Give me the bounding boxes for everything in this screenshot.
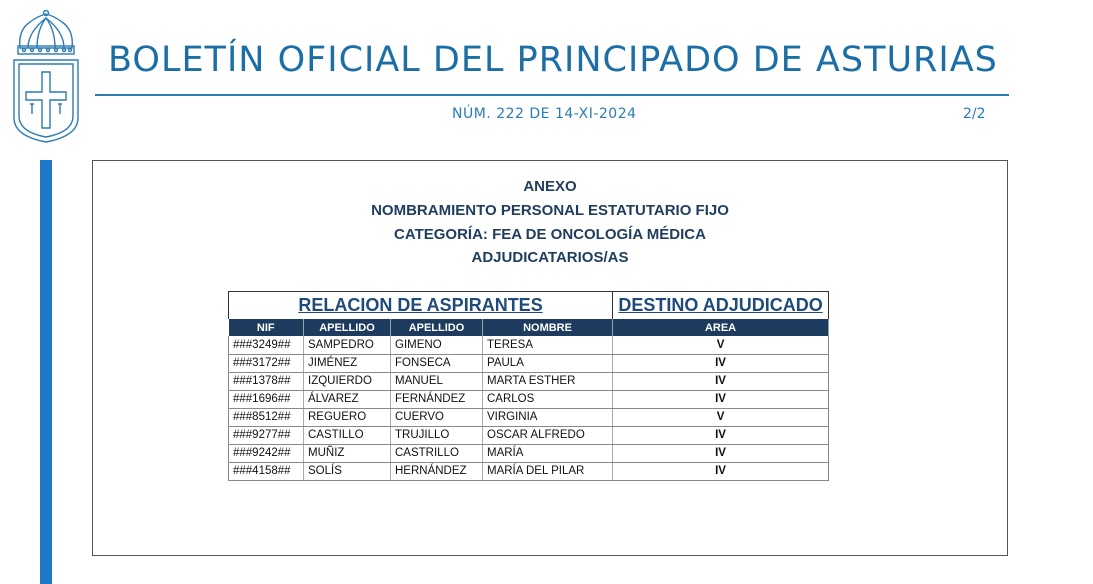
cell-area: IV: [613, 372, 829, 390]
cell-surname1: MUÑIZ: [304, 444, 391, 462]
cell-surname1: CASTILLO: [304, 426, 391, 444]
cell-nif: ###8512##: [229, 408, 304, 426]
cell-nif: ###1378##: [229, 372, 304, 390]
group-header-applicants: RELACION DE ASPIRANTES: [229, 292, 613, 320]
column-header-name: NOMBRE: [483, 319, 613, 336]
cell-surname2: FERNÁNDEZ: [391, 390, 483, 408]
cell-name: MARTA ESTHER: [483, 372, 613, 390]
table-row: [229, 408, 829, 426]
cell-area: IV: [613, 462, 829, 480]
asturias-crest-icon: [10, 8, 82, 144]
group-header-destination: DESTINO ADJUDICADO: [613, 292, 829, 320]
table-row: [229, 462, 829, 480]
cell-nif: ###9242##: [229, 444, 304, 462]
table-row: [229, 426, 829, 444]
cell-surname1: ÁLVAREZ: [304, 390, 391, 408]
cell-surname2: GIMENO: [391, 336, 483, 354]
awardees-table: [228, 291, 829, 481]
cell-nif: ###1696##: [229, 390, 304, 408]
annex-category: CATEGORÍA: FEA DE ONCOLOGÍA MÉDICA: [394, 226, 706, 243]
cell-surname2: CASTRILLO: [391, 444, 483, 462]
cell-name: MARÍA: [483, 444, 613, 462]
annex-awardees-label: ADJUDICATARIOS/AS: [471, 249, 629, 266]
cell-surname2: FONSECA: [391, 354, 483, 372]
cell-area: IV: [613, 390, 829, 408]
cell-surname2: CUERVO: [391, 408, 483, 426]
table-row: [229, 336, 829, 354]
header-divider: [95, 94, 1009, 96]
cell-name: OSCAR ALFREDO: [483, 426, 613, 444]
cell-surname2: TRUJILLO: [391, 426, 483, 444]
cell-surname1: SAMPEDRO: [304, 336, 391, 354]
cell-name: PAULA: [483, 354, 613, 372]
side-accent-bar: [40, 160, 52, 584]
annex-heading: ANEXO: [523, 178, 577, 195]
cell-area: V: [613, 408, 829, 426]
table-row: [229, 372, 829, 390]
cell-surname1: JIMÉNEZ: [304, 354, 391, 372]
cell-area: V: [613, 336, 829, 354]
page-number: 2/2: [963, 106, 986, 122]
cell-nif: ###4158##: [229, 462, 304, 480]
issue-number: NÚM. 222 DE 14-XI-2024: [452, 106, 637, 122]
column-header-surname2: APELLIDO: [391, 319, 483, 336]
cell-area: IV: [613, 426, 829, 444]
cell-nif: ###3249##: [229, 336, 304, 354]
cell-area: IV: [613, 444, 829, 462]
cell-surname1: REGUERO: [304, 408, 391, 426]
table-row: [229, 390, 829, 408]
cell-area: IV: [613, 354, 829, 372]
column-header-area: AREA: [613, 319, 829, 336]
cell-surname1: IZQUIERDO: [304, 372, 391, 390]
cell-name: CARLOS: [483, 390, 613, 408]
table-row: [229, 444, 829, 462]
column-header-nif: NIF: [229, 319, 304, 336]
cell-name: TERESA: [483, 336, 613, 354]
cell-nif: ###3172##: [229, 354, 304, 372]
cell-surname1: SOLÍS: [304, 462, 391, 480]
table-row: [229, 354, 829, 372]
cell-surname2: MANUEL: [391, 372, 483, 390]
annex-subheading: NOMBRAMIENTO PERSONAL ESTATUTARIO FIJO: [371, 202, 729, 219]
cell-surname2: HERNÁNDEZ: [391, 462, 483, 480]
bulletin-title: BOLETÍN OFICIAL DEL PRINCIPADO DE ASTURIAS: [108, 40, 998, 80]
cell-name: VIRGINIA: [483, 408, 613, 426]
cell-nif: ###9277##: [229, 426, 304, 444]
cell-name: MARÍA DEL PILAR: [483, 462, 613, 480]
column-header-surname1: APELLIDO: [304, 319, 391, 336]
